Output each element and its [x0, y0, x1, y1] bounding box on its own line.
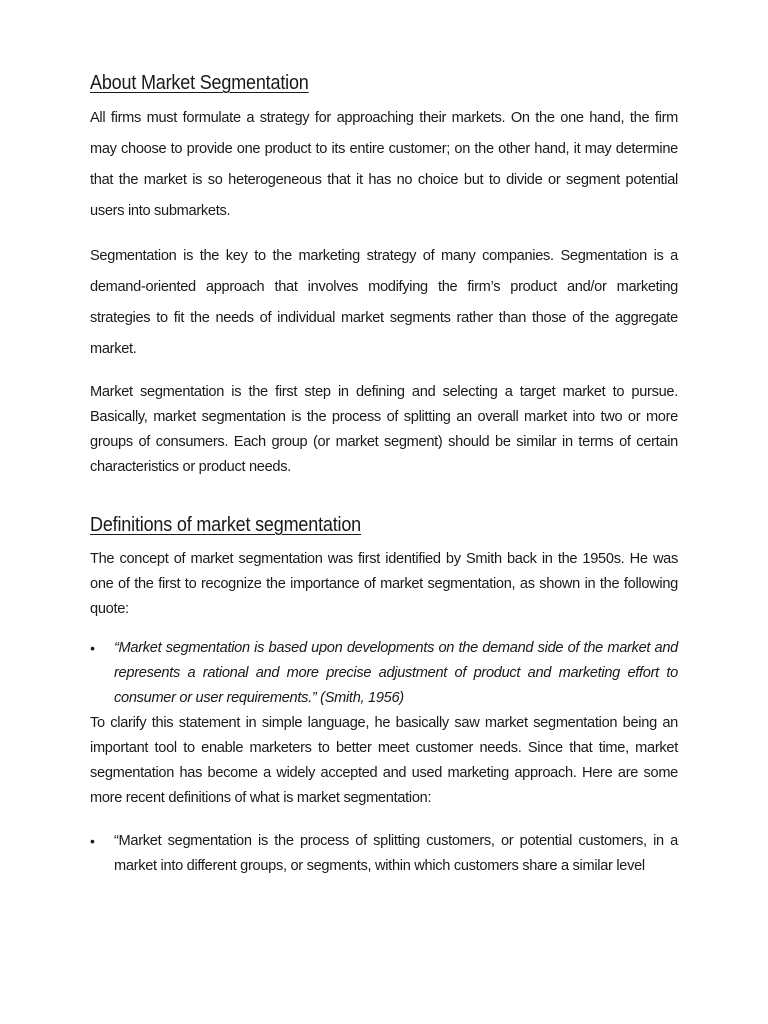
section-heading-definitions: Definitions of market segmentation [90, 514, 362, 536]
paragraph-clarify-statement: To clarify this statement in simple language, he basically saw market segmentation being an important tool to enable marketers to better meet customer needs. Since that time, market segmentation has become a widely accepted and used marketing approach. Here are some more recent definitions of what is market segmentation: [90, 715, 678, 806]
bullet-icon: • [90, 640, 95, 656]
document-page [90, 72, 678, 879]
quote-list-definitions [90, 829, 678, 879]
definition-quote-text: “Market segmentation is the process of splitting customers, or potential customers, in a market into different groups, or segments, within which customers share a similar level [114, 833, 678, 874]
bullet-icon: • [90, 833, 95, 849]
paragraph-segmentation-key: Segmentation is the key to the marketing strategy of many companies. Segmentation is a demand-oriented approach that involves modifying the firm’s product and/or marketing strategies to fit the needs of individual market segments rather than those of the aggregate market. [90, 248, 678, 357]
paragraph-smith-concept: The concept of market segmentation was first identified by Smith back in the 1950s. He was one of the first to recognize the importance of market segmentation, as shown in the following quote: [90, 551, 678, 617]
paragraph-firm-strategy: All firms must formulate a strategy for approaching their markets. On the one hand, the firm may choose to provide one product to its entire customer; on the other hand, it may determine that the market is so heterogeneous that it has no choice but to divide or segment potential users into submarkets. [90, 110, 678, 219]
list-item [90, 829, 678, 879]
quote-list-smith [90, 636, 678, 711]
paragraph-first-step: Market segmentation is the first step in defining and selecting a target market to pursue. Basically, market segmentation is the process of splitting an overall market into two or more groups of consumers. Each group (or market segment) should be similar in terms of certain characteristics or product needs. [90, 384, 678, 475]
list-item [90, 636, 678, 711]
smith-quote-text: “Market segmentation is based upon developments on the demand side of the market and represents a rational and more precise adjustment of product and marketing effort to consumer or user requirements.” (Smith, 1956) [114, 640, 678, 706]
section-heading-about: About Market Segmentation [90, 72, 309, 94]
